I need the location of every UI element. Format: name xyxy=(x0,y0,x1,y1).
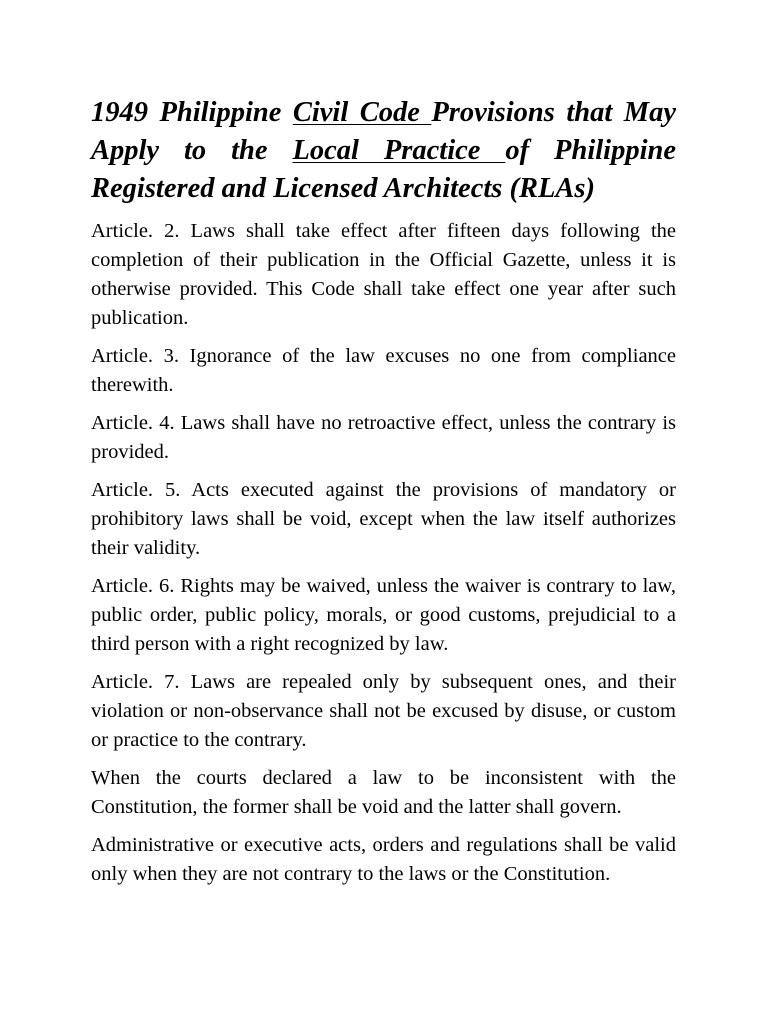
article-5-paragraph: Article. 5. Acts executed against the provisions of mandatory or prohibitory laws shall be void, except when the law itself authorizes their validity. xyxy=(91,479,676,559)
document-body xyxy=(91,94,676,898)
title-text-part-3: of Philippine Registered and Licensed Architects (RLAs) xyxy=(91,135,676,204)
article-6-paragraph: Article. 6. Rights may be waived, unless the waiver is contrary to law, public order, public policy, morals, or good customs, prejudicial to a third person with a right recognized by law. xyxy=(91,575,676,655)
administrative-acts-paragraph: Administrative or executive acts, orders and regulations shall be valid only when they are not contrary to the laws or the Constitution. xyxy=(91,834,676,885)
local-practice-link[interactable]: Local Practice xyxy=(292,135,506,166)
article-2-paragraph: Article. 2. Laws shall take effect after fifteen days following the completion of their publication in the Official Gazette, unless it is otherwise provided. This Code shall take effect one year after such publication. xyxy=(91,220,676,329)
article-4-paragraph: Article. 4. Laws shall have no retroactive effect, unless the contrary is provided. xyxy=(91,412,676,463)
civil-code-link[interactable]: Civil Code xyxy=(292,97,432,128)
article-7-paragraph: Article. 7. Laws are repealed only by subsequent ones, and their violation or non-observance shall not be excused by disuse, or custom or practice to the contrary. xyxy=(91,671,676,751)
constitution-paragraph: When the courts declared a law to be inconsistent with the Constitution, the former shall be void and the latter shall govern. xyxy=(91,767,676,818)
article-3-paragraph: Article. 3. Ignorance of the law excuses no one from compliance therewith. xyxy=(91,345,676,396)
document-title xyxy=(91,94,676,208)
title-text-part-1: 1949 Philippine xyxy=(91,97,293,128)
title-text-part-2: Provisions that May Apply to the xyxy=(91,97,676,166)
